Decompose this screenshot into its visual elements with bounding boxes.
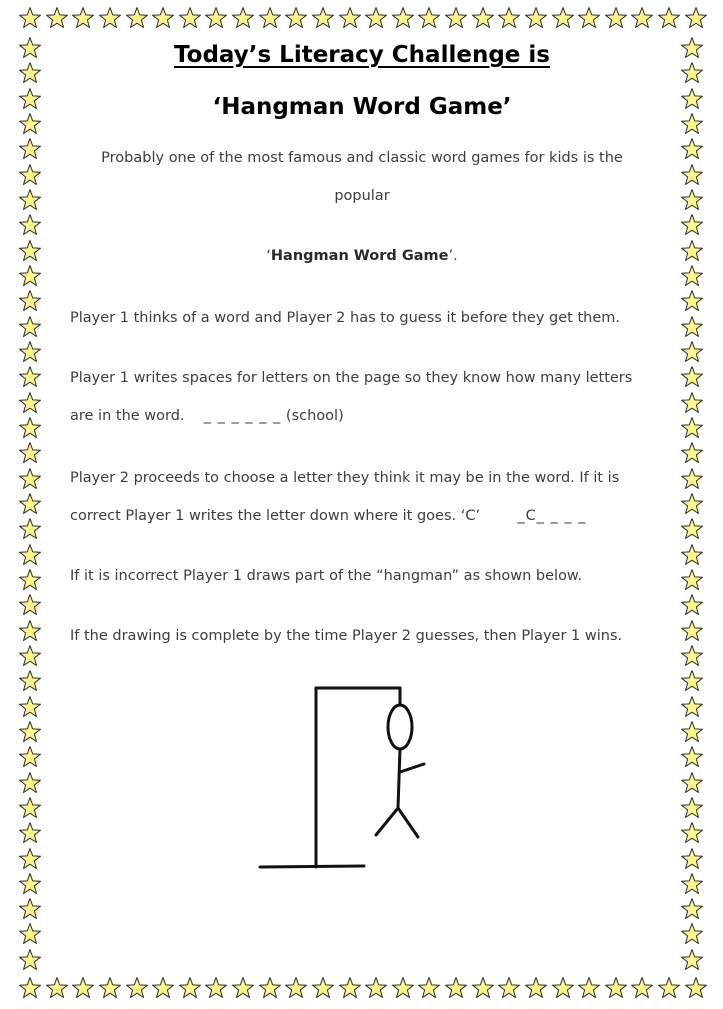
star-icon [178, 6, 202, 30]
star-icon [258, 6, 282, 30]
star-icon [680, 644, 704, 668]
star-icon [338, 6, 362, 30]
star-icon [680, 213, 704, 237]
star-icon [18, 796, 42, 820]
star-icon [680, 872, 704, 896]
star-icon [18, 821, 42, 845]
paragraph-1: Player 1 thinks of a word and Player 2 has to guess it before they get them. [70, 310, 620, 326]
hangman-drawing [228, 680, 528, 890]
star-icon [680, 315, 704, 339]
star-icon [284, 976, 308, 1000]
star-icon [204, 976, 228, 1000]
star-icon [18, 6, 42, 30]
star-icon [18, 543, 42, 567]
star-border-right [680, 36, 704, 972]
paragraph-4: If it is incorrect Player 1 draws part of the “hangman” as shown below. [70, 568, 583, 584]
star-icon [471, 976, 495, 1000]
star-icon [680, 492, 704, 516]
page-title: Today’s Literacy Challenge is [174, 42, 550, 68]
star-icon [577, 976, 601, 1000]
star-icon [680, 745, 704, 769]
star-icon [680, 441, 704, 465]
star-icon [604, 976, 628, 1000]
star-icon [680, 340, 704, 364]
star-icon [680, 391, 704, 415]
star-icon [364, 976, 388, 1000]
star-icon [680, 188, 704, 212]
star-icon [71, 976, 95, 1000]
star-icon [204, 6, 228, 30]
star-icon [18, 239, 42, 263]
star-icon [338, 976, 362, 1000]
star-border-top [18, 6, 708, 30]
star-icon [18, 391, 42, 415]
intro-game-name [62, 246, 662, 266]
star-icon [680, 796, 704, 820]
star-icon [18, 745, 42, 769]
star-icon [18, 492, 42, 516]
star-icon [680, 289, 704, 313]
star-icon [680, 61, 704, 85]
star-icon [551, 976, 575, 1000]
star-icon [471, 6, 495, 30]
star-icon [524, 976, 548, 1000]
star-icon [680, 87, 704, 111]
intro-line-1: Probably one of the most famous and classic word games for kids is the [101, 150, 623, 166]
star-icon [18, 669, 42, 693]
hangman-arm [400, 764, 424, 772]
quote-open: ‘ [266, 248, 271, 264]
star-icon [630, 976, 654, 1000]
page-subtitle: ‘Hangman Word Game’ [212, 94, 512, 120]
star-icon [18, 720, 42, 744]
star-icon [18, 897, 42, 921]
star-icon [680, 897, 704, 921]
star-icon [18, 517, 42, 541]
star-icon [577, 6, 601, 30]
star-icon [284, 6, 308, 30]
star-icon [125, 6, 149, 30]
star-icon [151, 976, 175, 1000]
star-icon [684, 6, 708, 30]
star-icon [18, 188, 42, 212]
star-icon [311, 6, 335, 30]
game-name: Hangman Word Game [270, 248, 449, 264]
star-icon [680, 821, 704, 845]
hangman-right-leg [398, 808, 418, 837]
star-icon [18, 36, 42, 60]
star-icon [18, 137, 42, 161]
star-icon [680, 365, 704, 389]
star-icon [657, 976, 681, 1000]
star-icon [18, 87, 42, 111]
paragraph-5: If the drawing is complete by the time Player 2 guesses, then Player 1 wins. [70, 628, 623, 644]
star-icon [680, 517, 704, 541]
star-icon [18, 922, 42, 946]
star-icon [680, 593, 704, 617]
paragraph-3-text: correct Player 1 writes the letter down where it goes. [70, 508, 457, 524]
star-icon [18, 872, 42, 896]
star-border-bottom [18, 976, 708, 1000]
star-icon [231, 6, 255, 30]
paragraph-2-line-2 [70, 406, 660, 426]
star-icon [680, 543, 704, 567]
star-icon [680, 112, 704, 136]
star-icon [178, 976, 202, 1000]
star-icon [18, 948, 42, 972]
hangman-left-leg [376, 808, 398, 835]
star-icon [18, 416, 42, 440]
hangman-body [398, 749, 400, 808]
letter-blanks: _ _ _ _ _ _ [203, 408, 282, 424]
star-icon [311, 976, 335, 1000]
star-icon [551, 6, 575, 30]
star-icon [18, 644, 42, 668]
star-icon [98, 6, 122, 30]
hangman-head [388, 705, 412, 749]
star-icon [657, 6, 681, 30]
quote-close: ’. [448, 248, 458, 264]
letter-pattern: _C_ _ _ _ [517, 508, 587, 524]
star-icon [680, 948, 704, 972]
star-icon [417, 976, 441, 1000]
star-icon [684, 976, 708, 1000]
star-icon [417, 6, 441, 30]
star-icon [680, 619, 704, 643]
star-border-left [18, 36, 42, 972]
star-icon [151, 6, 175, 30]
star-icon [524, 6, 548, 30]
star-icon [18, 593, 42, 617]
star-icon [680, 137, 704, 161]
intro-line-2: popular [334, 188, 390, 204]
star-icon [18, 163, 42, 187]
star-icon [231, 976, 255, 1000]
star-icon [18, 568, 42, 592]
star-icon [497, 976, 521, 1000]
star-icon [680, 568, 704, 592]
star-icon [18, 976, 42, 1000]
star-icon [18, 61, 42, 85]
star-icon [18, 619, 42, 643]
star-icon [680, 695, 704, 719]
star-icon [18, 695, 42, 719]
paragraph-2-text: are in the word. [70, 408, 185, 424]
star-icon [630, 6, 654, 30]
star-icon [18, 315, 42, 339]
star-icon [18, 112, 42, 136]
star-icon [444, 6, 468, 30]
star-icon [680, 771, 704, 795]
star-icon [680, 239, 704, 263]
star-icon [444, 976, 468, 1000]
star-icon [680, 669, 704, 693]
paragraph-3-line-2 [70, 506, 660, 526]
star-icon [364, 6, 388, 30]
star-icon [680, 416, 704, 440]
star-icon [18, 365, 42, 389]
star-icon [18, 441, 42, 465]
star-icon [258, 976, 282, 1000]
paragraph-3-line-1: Player 2 proceeds to choose a letter they think it may be in the word. If it is [70, 470, 620, 486]
star-icon [391, 6, 415, 30]
star-icon [680, 264, 704, 288]
guessed-letter: ‘C’ [460, 508, 481, 524]
star-icon [680, 163, 704, 187]
star-icon [45, 6, 69, 30]
star-icon [45, 976, 69, 1000]
star-icon [18, 847, 42, 871]
star-icon [680, 847, 704, 871]
example-word: (school) [285, 408, 344, 424]
star-icon [680, 36, 704, 60]
gallows-base [260, 866, 364, 867]
star-icon [497, 6, 521, 30]
star-icon [18, 264, 42, 288]
star-icon [125, 976, 149, 1000]
star-icon [18, 467, 42, 491]
star-icon [680, 467, 704, 491]
paragraph-2-line-1: Player 1 writes spaces for letters on the page so they know how many letters [70, 370, 633, 386]
star-icon [391, 976, 415, 1000]
star-icon [604, 6, 628, 30]
star-icon [680, 922, 704, 946]
star-icon [98, 976, 122, 1000]
star-icon [18, 771, 42, 795]
star-icon [18, 289, 42, 313]
star-icon [18, 340, 42, 364]
star-icon [71, 6, 95, 30]
star-icon [680, 720, 704, 744]
star-icon [18, 213, 42, 237]
